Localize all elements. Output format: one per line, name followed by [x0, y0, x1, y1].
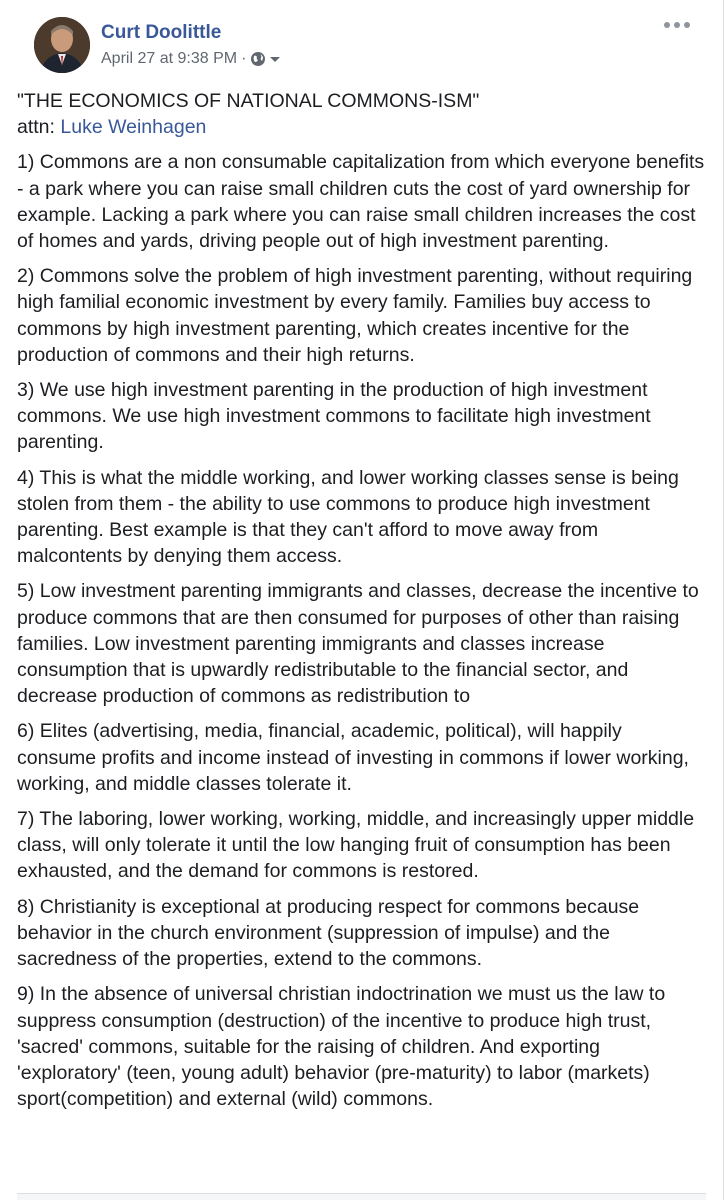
mention-link[interactable]: Luke Weinhagen	[60, 116, 207, 139]
paragraph-8: 8) Christianity is exceptional at producing respect for commons because behavior in the church environment (suppression of impulse) and the sacredness of the properties, extend to the commons.	[17, 895, 640, 971]
chevron-down-icon	[268, 52, 282, 66]
author-name[interactable]: Curt Doolittle	[101, 22, 222, 43]
attn-line	[17, 114, 706, 140]
more-dot	[674, 22, 680, 28]
paragraph-5: 5) Low investment parenting immigrants and classes, decrease the incentive to produce commons that are then consumed for purposes of other than raising families. Low investment parenting immigrants and classes increase consumption that is upwardly redistributable to the financial sector, and decrease production of commons as redistribution to	[17, 580, 699, 708]
privacy-selector[interactable]	[250, 51, 282, 67]
attn-prefix: attn:	[17, 116, 61, 139]
post-bottom-divider	[17, 1193, 706, 1200]
more-options-icon[interactable]	[664, 16, 690, 34]
post-meta	[101, 50, 282, 68]
paragraph-9: 9) In the absence of universal christian indoctrination we must us the law to suppress consumption (destruction) of the incentive to produce high trust, 'sacred' commons, suitable for the raising of children. And exporting 'exploratory' (teen, young adult) behavior (pre-maturity) to labor (markets) sport(competition) and external (wild) commons.	[17, 983, 666, 1111]
paragraph-2: 2) Commons solve the problem of high investment parenting, without requiring high familial economic investment by every family. Families buy access to commons by high investment parenting, which creates incentive for the production of commons and their high returns.	[17, 265, 693, 366]
post-header	[17, 0, 706, 88]
paragraph-4: 4) This is what the middle working, and lower working classes sense is being stolen from them - the ability to use commons to produce high investment parenting. Best example is that they can't afford to move away from malcontents by denying them access.	[17, 466, 679, 568]
post-body	[17, 88, 706, 1112]
more-dot	[684, 22, 690, 28]
more-dot	[664, 22, 670, 28]
post-title-block	[17, 88, 706, 140]
paragraph-3: 3) We use high investment parenting in the production of high investment commons. We use high investment commons to facilitate high investment parenting.	[17, 379, 651, 454]
paragraph-1: 1) Commons are a non consumable capitalization from which everyone benefits - a park where you can raise small children cuts the cost of yard ownership for example. Lacking a park where you can raise small children increases the cost of homes and yards, driving people out of high investment parenting.	[17, 151, 705, 253]
avatar[interactable]	[34, 17, 90, 73]
post-timestamp[interactable]: April 27 at 9:38 PM	[101, 50, 238, 67]
avatar-image	[34, 17, 90, 73]
globe-icon	[250, 51, 266, 67]
meta-separator: ·	[241, 50, 247, 67]
post-title: "THE ECONOMICS OF NATIONAL COMMONS-ISM"	[17, 90, 480, 112]
paragraph-7: 7) The laboring, lower working, working, middle, and increasingly upper middle class, will only tolerate it until the low hanging fruit of consumption has been exhausted, and the demand for commons is restored.	[17, 808, 695, 883]
paragraph-6: 6) Elites (advertising, media, financial, academic, political), will happily consume profits and income instead of investing in commons if lower working, working, and middle classes tolerate it.	[17, 720, 689, 795]
